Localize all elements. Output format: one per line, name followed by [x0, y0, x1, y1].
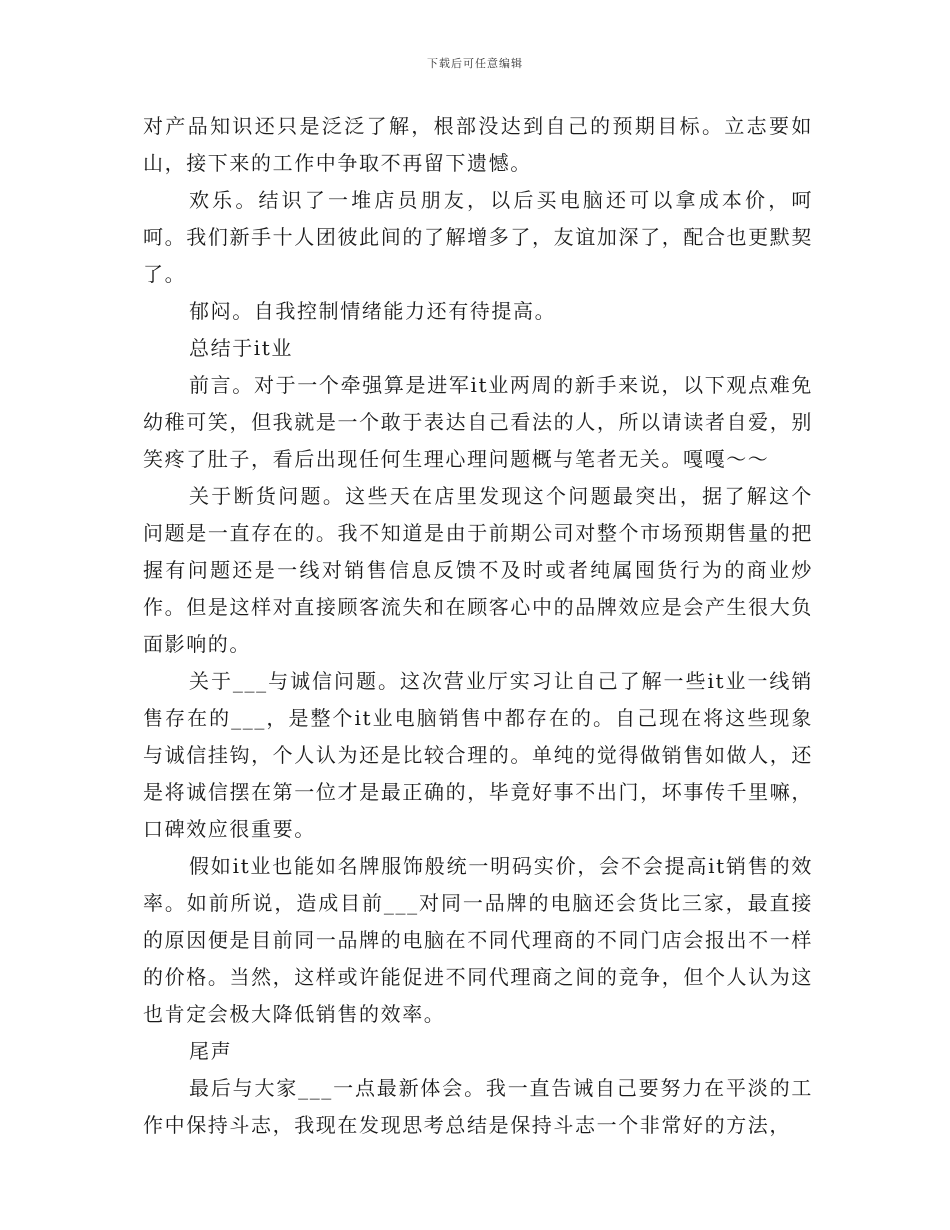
paragraph-continuation: 对产品知识还只是泛泛了解，根部没达到自己的预期目标。立志要如山，接下来的工作中争取不再留下遗憾。	[143, 114, 813, 175]
paragraph-depression: 郁闷。自我控制情绪能力还有待提高。	[189, 299, 557, 323]
paragraph-integrity: 关于___与诚信问题。这次营业厅实习让自己了解一些it业一线销售存在的___，是整个it业电脑销售中都存在的。自己现在将这些现象与诚信挂钩，个人认为还是比较合理的。单纯的觉得做销售如做人，还是将诚信摆在第一位才是最正确的，毕竟好事不出门，坏事传千里嘛，口碑效应很重要。	[143, 669, 813, 841]
section-heading-epilogue: 尾声	[189, 1039, 233, 1063]
paragraph-fixed-pricing: 假如it业也能如名牌服饰般统一明码实价，会不会提高it销售的效率。如前所说，造成目前___对同一品牌的电脑还会货比三家，最直接的原因便是目前同一品牌的电脑在不同代理商的不同门店会报出不一样的价格。当然，这样或许能促进不同代理商之间的竞争，但个人认为这也肯定会极大降低销售的效率。	[143, 854, 813, 1026]
paragraph-closing: 最后与大家___一点最新体会。我一直告诫自己要努力在平淡的工作中保持斗志，我现在发现思考总结是保持斗志一个非常好的方法，	[143, 1076, 813, 1137]
document-body	[143, 108, 813, 1144]
page-header: 下载后可任意编辑	[427, 57, 523, 70]
section-heading-it-summary: 总结于it业	[189, 336, 294, 360]
paragraph-stock-shortage: 关于断货问题。这些天在店里发现这个问题最突出，据了解这个问题是一直存在的。我不知道是由于前期公司对整个市场预期售量的把握有问题还是一线对销售信息反馈不及时或者纯属囤货行为的商业炒作。但是这样对直接顾客流失和在顾客心中的品牌效应是会产生很大负面影响的。	[143, 484, 813, 656]
paragraph-preface: 前言。对于一个牵强算是进军it业两周的新手来说，以下观点难免幼稚可笑，但我就是一个敢于表达自己看法的人，所以请读者自爱，别笑疼了肚子，看后出现任何生理心理问题概与笔者无关。嘎嘎～～	[143, 373, 813, 471]
paragraph-happiness: 欢乐。结识了一堆店员朋友，以后买电脑还可以拿成本价，呵呵。我们新手十人团彼此间的了解增多了，友谊加深了，配合也更默契了。	[143, 188, 813, 286]
